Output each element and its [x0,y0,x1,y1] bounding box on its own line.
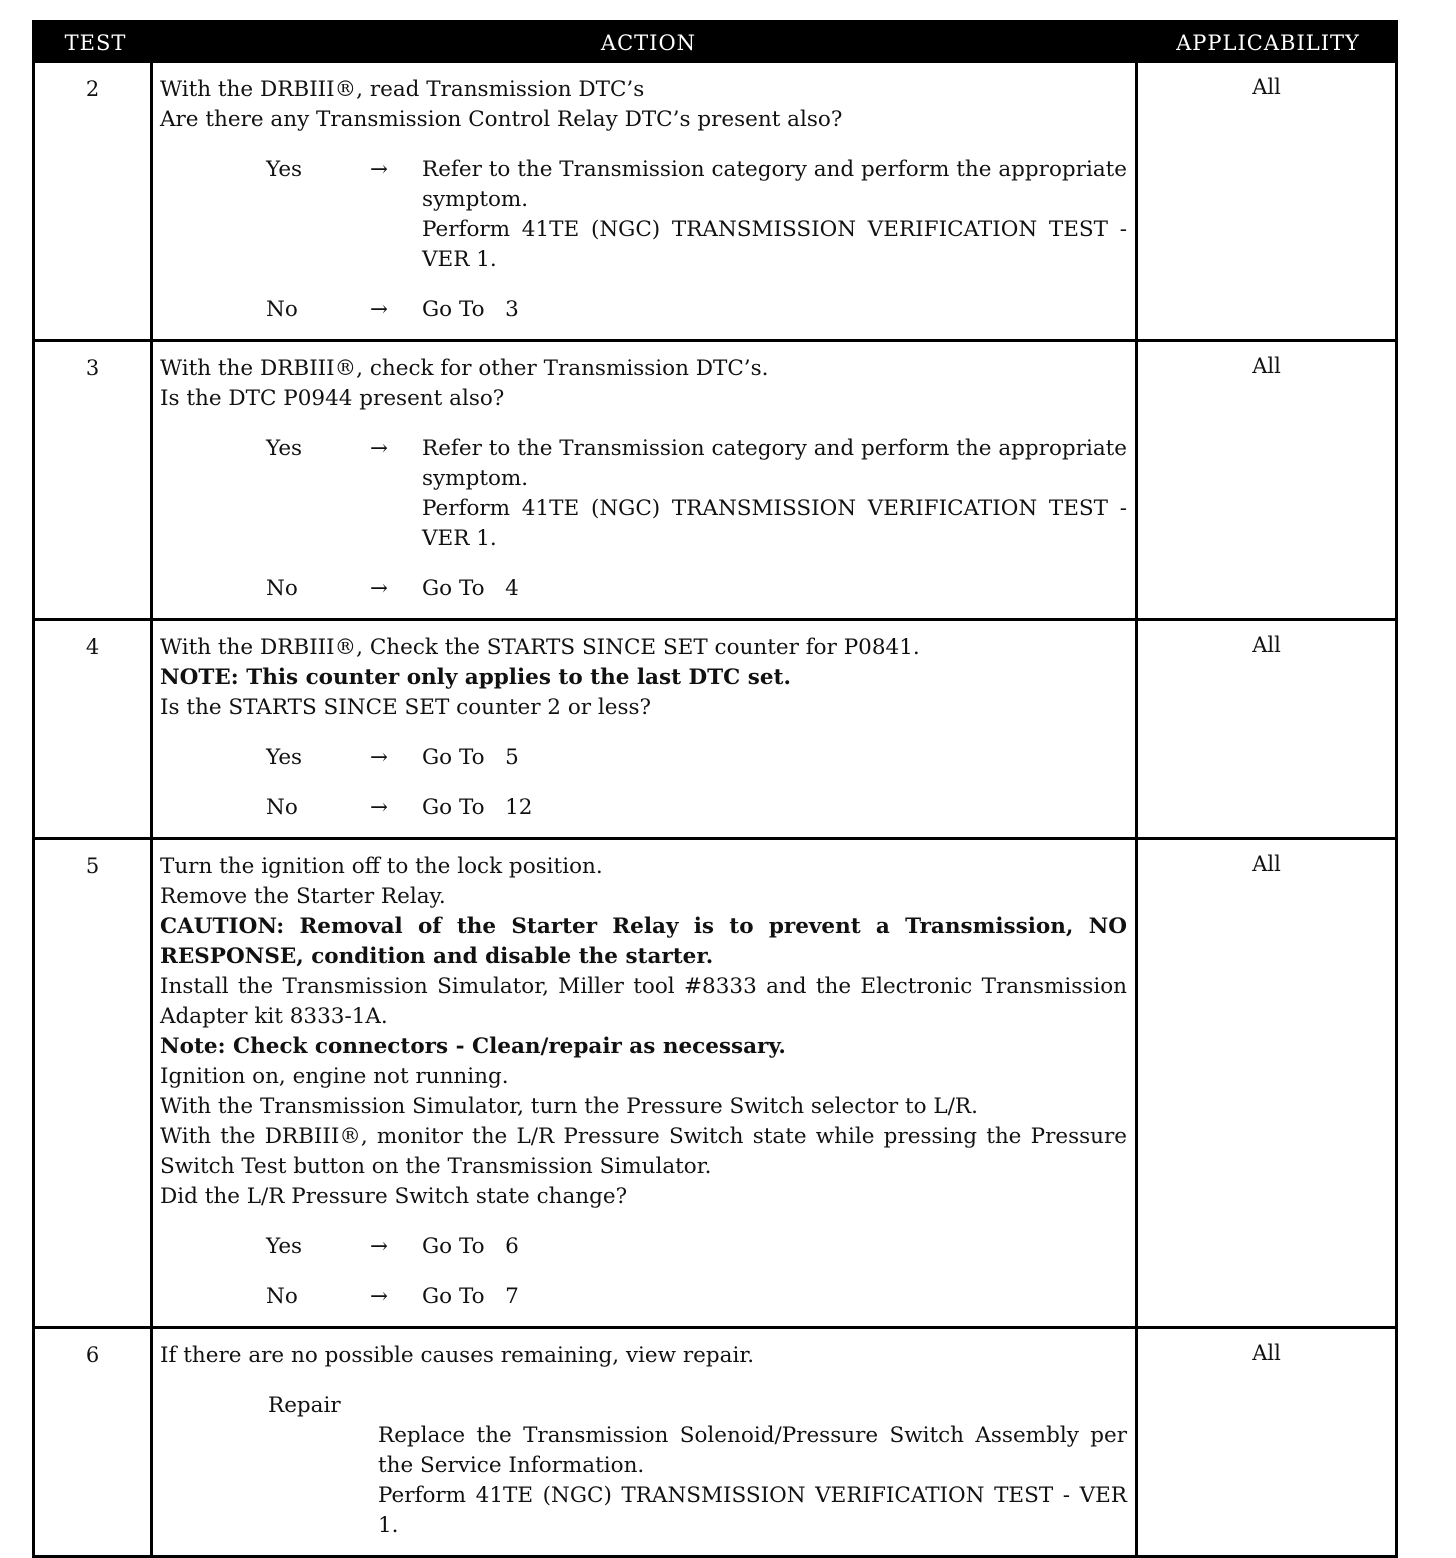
applicability: All [1252,75,1281,99]
action-text: Turn the ignition off to the lock position. [160,854,603,879]
table-row [35,63,1395,339]
applicability: All [1252,633,1281,657]
no-text: Go To 12 [422,795,533,820]
diagnostic-table [32,20,1398,1558]
action-text: Remove the Starter Relay. [160,884,446,909]
applicability: All [1252,1341,1281,1365]
yes-response [160,743,1127,773]
table-row [35,339,1395,618]
arrow-icon: → [370,1234,389,1259]
arrow-icon: → [370,157,389,182]
yes-label: Yes [266,1234,303,1259]
yes-text: Go To 5 [422,745,519,770]
yes-text-line: Perform 41TE (NGC) TRANSMISSION VERIFICATION TEST - VER 1. [422,217,1127,272]
no-response [160,1282,1127,1312]
no-label: No [266,576,298,601]
action-cell [153,840,1138,1326]
action-text: Are there any Transmission Control Relay DTC’s present also? [160,107,843,132]
header-action: ACTION [600,31,697,55]
yes-text-line: Refer to the Transmission category and perform the appropriate symptom. [422,436,1127,491]
action-text: Ignition on, engine not running. [160,1064,509,1089]
header-applicability: APPLICABILITY [1176,31,1360,55]
no-response [160,574,1127,604]
repair-text-line: Replace the Transmission Solenoid/Pressure Switch Assembly per the Service Information. [378,1423,1127,1478]
repair-text-line: Perform 41TE (NGC) TRANSMISSION VERIFICATION TEST - VER 1. [378,1483,1127,1538]
test-number: 3 [35,342,153,618]
action-cell [153,621,1138,837]
repair-response [160,1391,1127,1541]
yes-text [422,155,1127,275]
arrow-icon: → [370,436,389,461]
table-row [35,1326,1395,1555]
yes-text [422,434,1127,554]
applicability: All [1252,354,1281,378]
yes-text-line: Perform 41TE (NGC) TRANSMISSION VERIFICATION TEST - VER 1. [422,496,1127,551]
test-number: 6 [35,1329,153,1555]
note-text: Note: Check connectors - Clean/repair as necessary. [160,1034,786,1059]
arrow-icon: → [370,1284,389,1309]
arrow-icon: → [370,745,389,770]
table-header [35,23,1395,63]
action-cell [153,1329,1138,1555]
yes-response [160,1232,1127,1262]
action-cell [153,63,1138,339]
arrow-icon: → [370,297,389,322]
table-row [35,837,1395,1326]
no-text: Go To 3 [422,297,519,322]
note-text: NOTE: This counter only applies to the last DTC set. [160,665,791,690]
action-text: Did the L/R Pressure Switch state change? [160,1184,628,1209]
yes-text-line: Refer to the Transmission category and perform the appropriate symptom. [422,157,1127,212]
action-text: Is the DTC P0944 present also? [160,386,505,411]
yes-label: Yes [266,436,303,461]
no-response [160,295,1127,325]
applicability: All [1252,852,1281,876]
action-text: With the DRBIII®, monitor the L/R Pressure Switch state while pressing the Pressure Switch Test button on the Transmission Simulator. [160,1124,1127,1179]
no-label: No [266,795,298,820]
arrow-icon: → [370,795,389,820]
action-text: With the DRBIII®, Check the STARTS SINCE SET counter for P0841. [160,635,920,660]
action-text: Install the Transmission Simulator, Miller tool #8333 and the Electronic Transmission Adapter kit 8333-1A. [160,974,1127,1029]
repair-text [378,1421,1127,1541]
table-row [35,618,1395,837]
no-label: No [266,297,298,322]
yes-response [160,434,1127,554]
action-text: With the DRBIII®, check for other Transmission DTC’s. [160,356,769,381]
no-text: Go To 7 [422,1284,519,1309]
yes-text: Go To 6 [422,1234,519,1259]
arrow-icon: → [370,576,389,601]
repair-label: Repair [268,1393,341,1418]
yes-label: Yes [266,157,303,182]
yes-response [160,155,1127,275]
action-text: Is the STARTS SINCE SET counter 2 or less? [160,695,652,720]
action-text: With the DRBIII®, read Transmission DTC’s [160,77,645,102]
no-response [160,793,1127,823]
action-text: If there are no possible causes remaining, view repair. [160,1343,755,1368]
test-number: 2 [35,63,153,339]
test-number: 5 [35,840,153,1326]
header-test: TEST [64,31,127,55]
no-label: No [266,1284,298,1309]
test-number: 4 [35,621,153,837]
action-text: With the Transmission Simulator, turn the Pressure Switch selector to L/R. [160,1094,978,1119]
action-cell [153,342,1138,618]
no-text: Go To 4 [422,576,519,601]
yes-label: Yes [266,745,303,770]
caution-text: CAUTION: Removal of the Starter Relay is to prevent a Transmission, NO RESPONSE, condition and disable the starter. [160,914,1127,969]
